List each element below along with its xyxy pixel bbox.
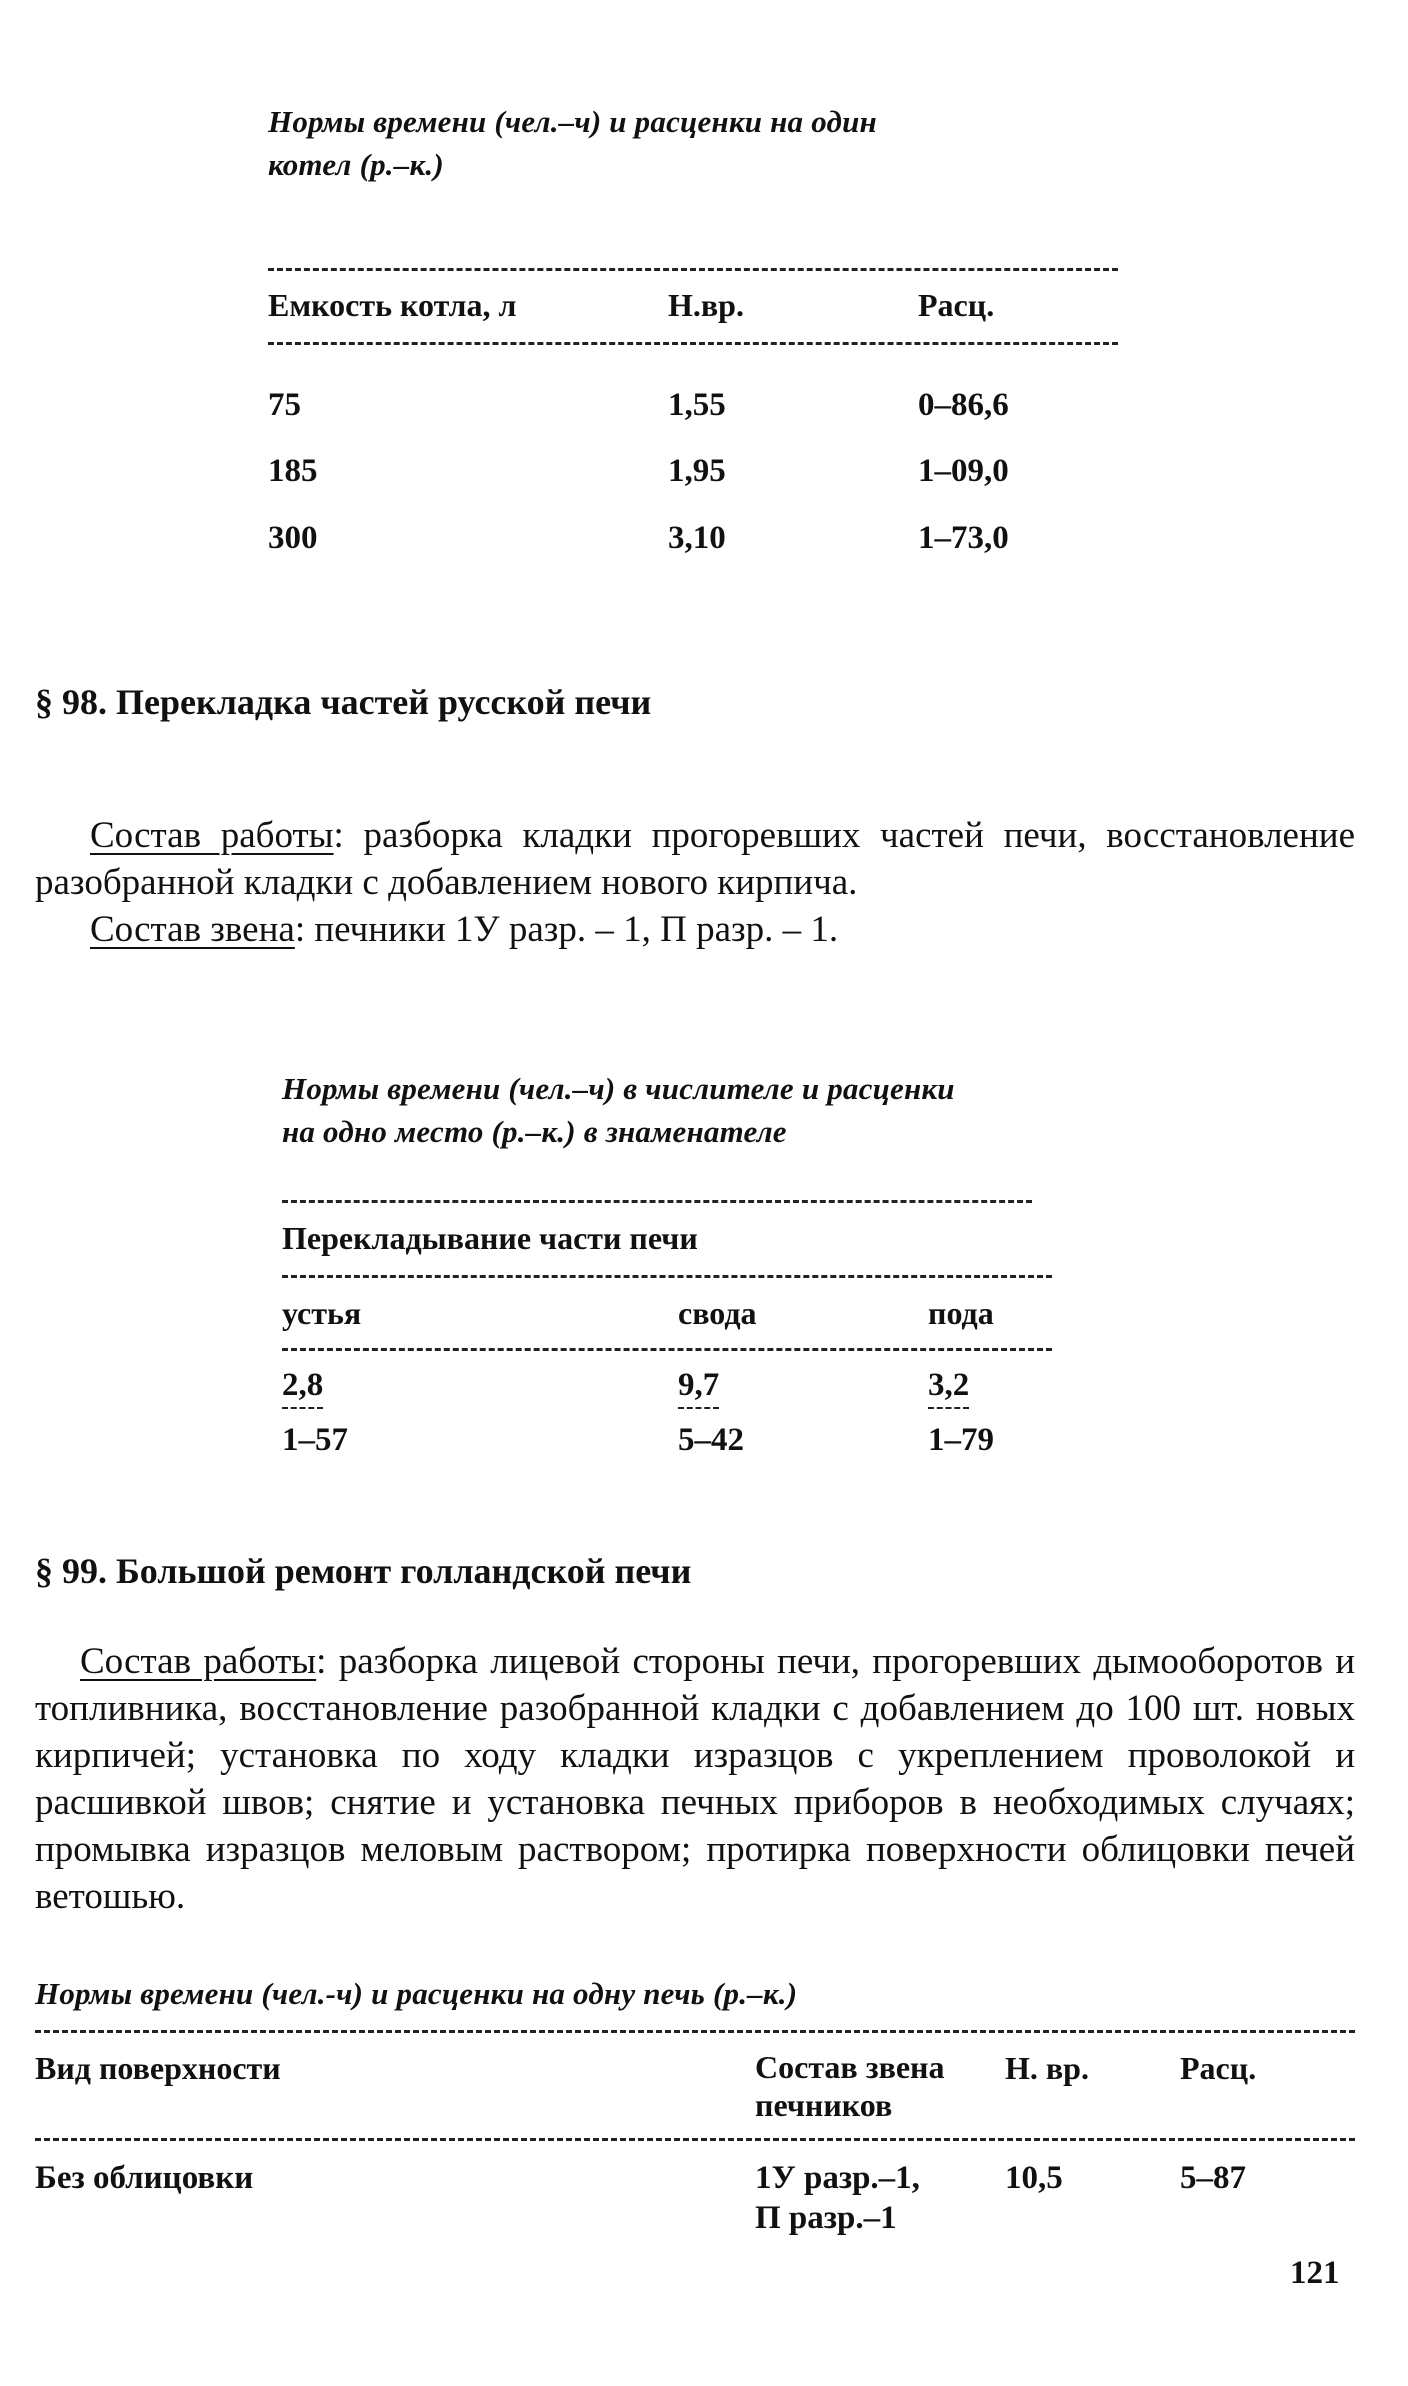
section98-body: [35, 812, 1355, 953]
table2-numerator-vault: 9,7: [678, 1365, 719, 1409]
table1-cell: 0–86,6: [918, 387, 1009, 423]
table3-header-rule: [35, 2138, 1355, 2141]
table2-caption: [282, 1067, 1082, 1153]
table1-header-rule: [268, 342, 1118, 345]
table2-numerator: [282, 1365, 323, 1409]
table2-numerator-mouth: 2,8: [282, 1365, 323, 1409]
table3-top-rule: [35, 2030, 1355, 2033]
table1-cell: 185: [268, 453, 318, 489]
table3-header-norm: Н. вр.: [1005, 2050, 1089, 2086]
section98-team-text: : печники 1У разр. – 1, П разр. – 1.: [294, 909, 839, 950]
table3-cell-team-line1: 1У разр.–1,: [755, 2160, 920, 2196]
section98-work-text: : разборка кладки прогоревших частей печи, восстановление разобранной кладки с добавлением нового кирпича.: [35, 815, 1356, 903]
table2-denominator-vault: 5–42: [678, 1422, 744, 1458]
table2-header-mouth: устья: [282, 1295, 362, 1331]
table1-cell: 3,10: [668, 520, 726, 556]
table1-header-norm: Н.вр.: [668, 287, 744, 323]
table2-header-rule: [282, 1348, 1052, 1351]
table2-header-hearth: пода: [928, 1295, 994, 1331]
section99-body: [35, 1638, 1355, 1920]
table1-top-rule: [268, 268, 1118, 271]
table1-cell: 300: [268, 520, 318, 556]
table2-group-rule: [282, 1275, 1052, 1278]
table3-cell-surface: Без облицовки: [35, 2160, 254, 2196]
section99-title: § 99. Большой ремонт голландской печи: [35, 1551, 692, 1591]
table3-cell-team-line2: П разр.–1: [755, 2200, 897, 2236]
section98-title: § 98. Перекладка частей русской печи: [35, 682, 652, 722]
table1-caption: [268, 100, 1068, 186]
table2-numerator: [678, 1365, 719, 1409]
section98-team-paragraph: [35, 906, 1355, 953]
table2-numerator-hearth: 3,2: [928, 1365, 969, 1409]
table1-caption-line1: Нормы времени (чел.–ч) и расценки на один: [268, 104, 877, 139]
page-number: 121: [1290, 2255, 1340, 2291]
table3-header-rate: Расц.: [1180, 2050, 1257, 2086]
table2-numerator: [928, 1365, 969, 1409]
table2-denominator-hearth: 1–79: [928, 1422, 994, 1458]
table1-header-capacity: Емкость котла, л: [268, 287, 517, 323]
table1-cell: 75: [268, 387, 301, 423]
table1-header-rate: Расц.: [918, 287, 995, 323]
table2-top-rule: [282, 1200, 1032, 1203]
section99-work-label: Состав работы: [80, 1641, 317, 1682]
table1-cell: 1,95: [668, 453, 726, 489]
table3-cell-rate: 5–87: [1180, 2160, 1246, 2196]
section98-team-label: Состав звена: [90, 909, 295, 950]
table3-header-team: Состав звена печников: [755, 2049, 945, 2123]
section98-work-label: Состав работы: [90, 815, 334, 856]
table1-caption-line2: котел (р.–к.): [268, 147, 444, 182]
table1-cell: 1–73,0: [918, 520, 1009, 556]
table3-cell-norm: 10,5: [1005, 2160, 1063, 2196]
table2-denominator-mouth: 1–57: [282, 1422, 348, 1458]
table1-cell: 1–09,0: [918, 453, 1009, 489]
table1-cell: 1,55: [668, 387, 726, 423]
section99-work-text: : разборка лицевой стороны печи, прогоревших дымооборотов и топливника, восстановление разобранной кладки с добавлением до 100 шт. новых кирпичей; установка по ходу кладки изразцов с укреплением проволокой и расшивкой швов; снятие и установка печных приборов в необходимых случаях; промывка изразцов меловым раствором; протирка поверхности облицовки печей ветошью.: [35, 1641, 1356, 1917]
section98-work-paragraph: [35, 812, 1355, 906]
table2-group-header: Перекладывание части печи: [282, 1220, 698, 1256]
table2-caption-line2: на одно место (р.–к.) в знаменателе: [282, 1114, 787, 1149]
table3-cell-team: [755, 2158, 920, 2238]
table2-caption-line1: Нормы времени (чел.–ч) в числителе и расценки: [282, 1071, 955, 1106]
table2-header-vault: свода: [678, 1295, 757, 1331]
table3-caption: Нормы времени (чел.-ч) и расценки на одну печь (р.–к.): [35, 1976, 798, 2011]
section99-work-paragraph: [35, 1638, 1355, 1920]
table3-header-surface: Вид поверхности: [35, 2050, 281, 2086]
